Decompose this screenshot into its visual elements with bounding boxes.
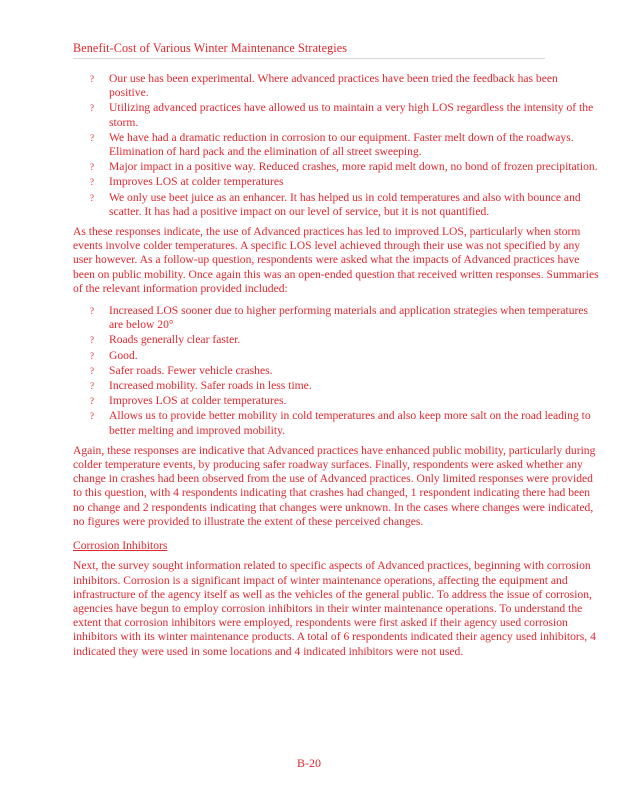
impact-response-list (73, 72, 600, 219)
bullet-marker: ? (90, 162, 94, 173)
bullet-marker: ? (90, 177, 94, 188)
header-divider (73, 58, 545, 59)
list-item-text: Major impact in a positive way. Reduced crashes, more rapid melt down, no bond of frozen precipitation. (109, 160, 598, 174)
list-item-text: Utilizing advanced practices have allowed us to maintain a very high LOS regardless the intensity of the storm. (109, 101, 594, 129)
list-item (73, 131, 600, 159)
bullet-marker: ? (90, 192, 94, 203)
bullet-marker: ? (90, 74, 94, 84)
bullet-marker: ? (90, 132, 94, 143)
list-item-text: Safer roads. Fewer vehicle crashes. (109, 363, 273, 377)
list-item-text: Improves LOS at colder temperatures (109, 175, 284, 189)
list-item (73, 191, 600, 219)
section-heading-corrosion-inhibitors: Corrosion Inhibitors (73, 539, 168, 553)
list-item-text: Improves LOS at colder temperatures. (109, 394, 287, 408)
list-item (73, 160, 600, 174)
paragraph-mobility-summary: Again, these responses are indicative that Advanced practices have enhanced public mobility, particularly during colder temperature events, by producing safer roadway surfaces. Finally, respondents were asked whether any change in crashes had been observed from the use of Advanced practices. Only limited responses were provided to this question, with 4 respondents indicating that crashes had changed, 1 respondent indicating there had been no change and 2 respondents indicating that changes were unknown. In the cases where changes were indicated, no figures were provided to illustrate the extent of these perceived changes. (73, 443, 596, 528)
list-item-text: Increased mobility. Safer roads in less time. (109, 379, 312, 393)
list-item (73, 409, 600, 437)
list-item-text: Roads generally clear faster. (109, 333, 241, 347)
paragraph-los-summary: As these responses indicate, the use of Advanced practices has led to improved LOS, particularly when storm events involve colder temperatures. A specific LOS level achieved through their use was not specified by any user however. As a follow-up question, respondents were asked what the impacts of Advanced practices have been on public mobility. Once again this was an open-ended question that received written responses. Summaries of the relevant information provided included: (73, 225, 599, 295)
list-item (73, 394, 600, 408)
list-item (73, 364, 600, 378)
list-item-text: We only use beet juice as an enhancer. It has helped us in cold temperatures and also with bounce and scatter. It has had a positive impact on our level of service, but it is not quantified. (109, 190, 581, 218)
list-item (73, 101, 600, 129)
list-item (73, 72, 600, 100)
list-item-text: Allows us to provide better mobility in cold temperatures and also keep more salt on the road leading to better melting and improved mobility. (109, 409, 591, 437)
bullet-marker: ? (90, 396, 94, 407)
list-item-text: We have had a dramatic reduction in corrosion to our equipment. Faster melt down of the roadways. Elimination of hard pack and the elimination of all street sweeping. (109, 130, 574, 159)
bullet-marker: ? (90, 103, 94, 114)
bullet-marker: ? (90, 350, 94, 361)
page-body (73, 72, 600, 667)
list-item-text: Increased LOS sooner due to higher performing materials and application strategies when temperatures are below 20° (109, 304, 589, 332)
page-number: B-20 (297, 756, 321, 770)
paragraph-corrosion-inhibitors: Next, the survey sought information related to specific aspects of Advanced practices, beginning with corrosion inhibitors. Corrosion is a significant impact of winter maintenance operations, affecting the equipment and infrastructure of the agency itself as well as the vehicles of the general public. To address the issue of corrosion, agencies have begun to employ corrosion inhibitors in their winter maintenance operations. To understand the extent that corrosion inhibitors were employed, respondents were first asked if their agency used corrosion inhibitors with its winter maintenance products. A total of 6 respondents indicated their agency used inhibitors, 4 indicated they were used in some locations and 4 indicated inhibitors were not used. (73, 559, 596, 658)
bullet-marker: ? (90, 335, 94, 346)
bullet-marker: ? (90, 365, 94, 376)
bullet-marker: ? (90, 411, 94, 422)
list-item (73, 379, 600, 393)
mobility-response-list (73, 304, 600, 438)
list-item-text: Good. (109, 348, 138, 362)
list-item (73, 304, 600, 332)
list-item (73, 349, 600, 363)
list-item (73, 333, 600, 347)
bullet-marker: ? (90, 306, 94, 317)
list-item-text: Our use has been experimental. Where advanced practices have been tried the feedback has been positive. (109, 72, 558, 100)
list-item (73, 175, 600, 189)
running-header: Benefit-Cost of Various Winter Maintenance Strategies (73, 41, 348, 55)
bullet-marker: ? (90, 381, 94, 392)
